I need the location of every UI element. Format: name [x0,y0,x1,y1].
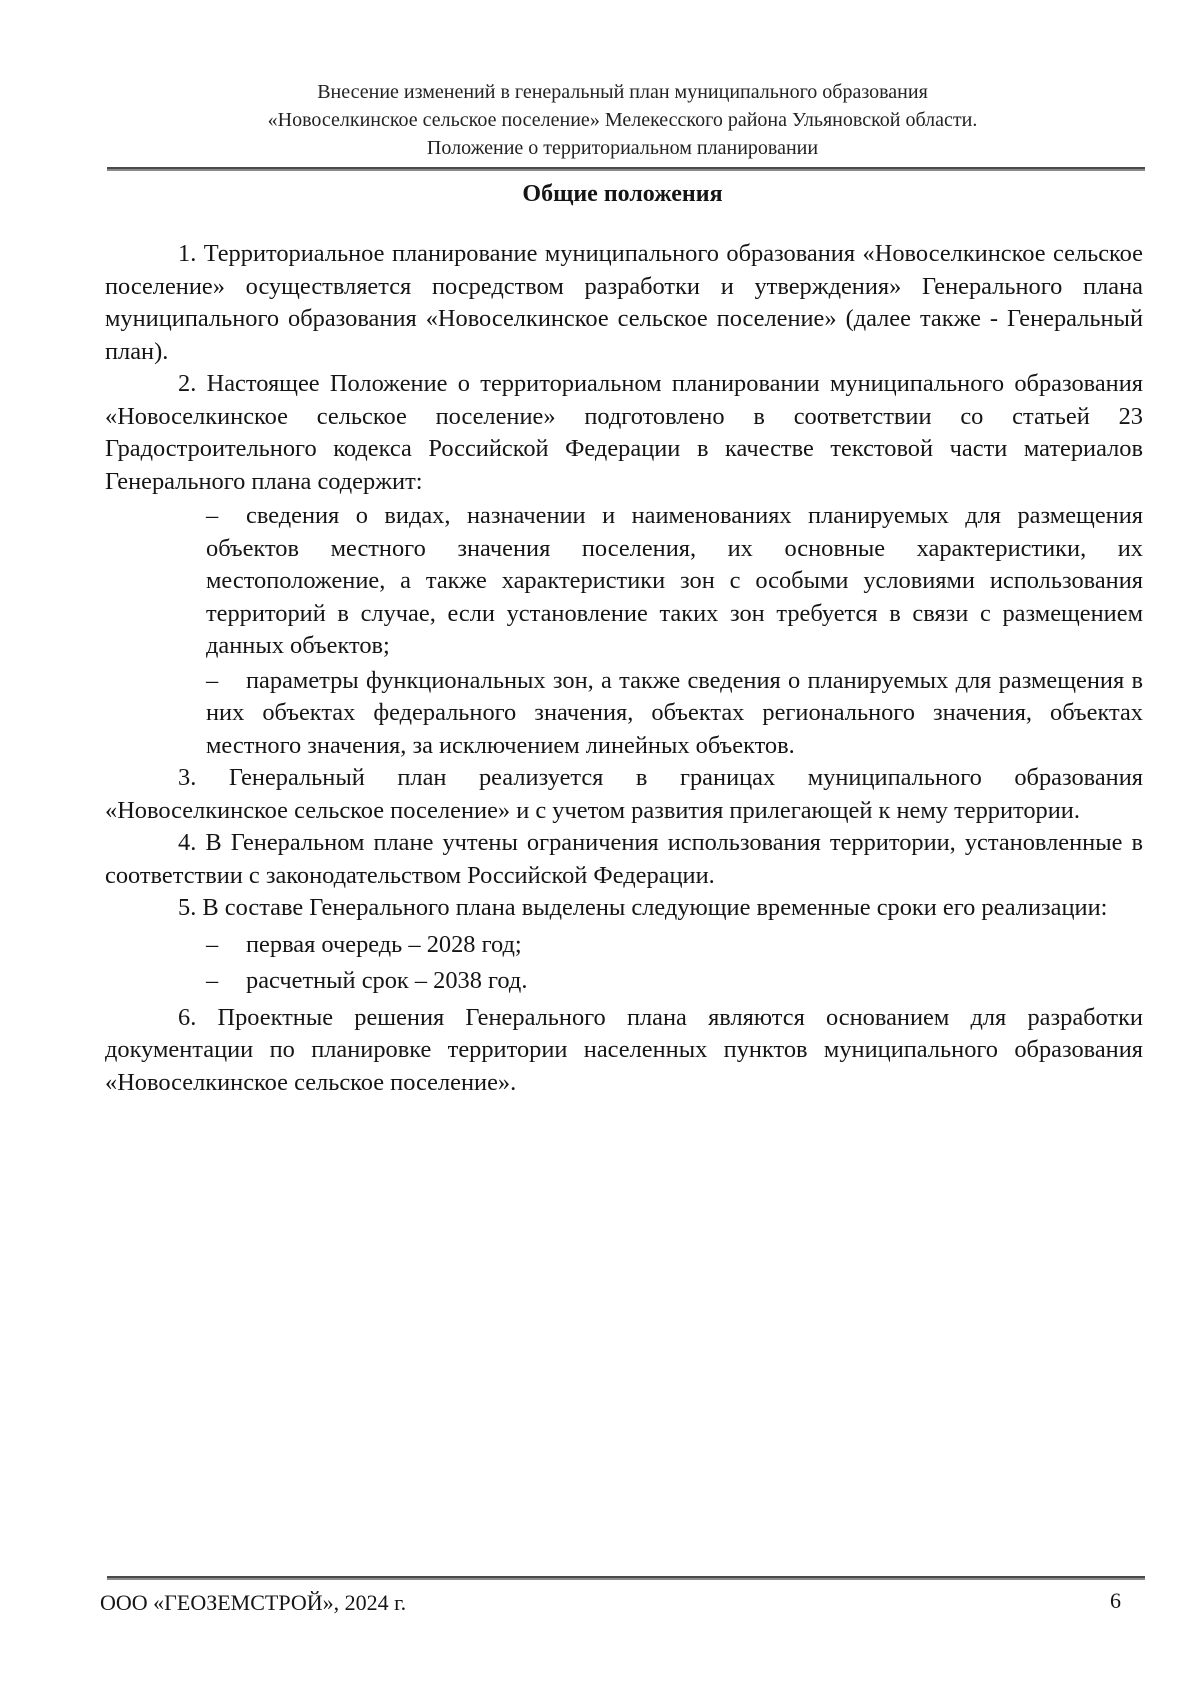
footer-company: ООО «ГЕОЗЕМСТРОЙ», 2024 г. [100,1590,407,1615]
paragraph-5: 5. В составе Генерального плана выделены следующие временные сроки его реализации: [178,894,1108,921]
header-line-2: «Новоселкинское сельское поселение» Мелекесского района Ульяновской области. [267,109,978,131]
list-item [206,500,1143,663]
page-number: 6 [1110,1588,1121,1613]
paragraph-3: 3. Генеральный план реализуется в границах муниципального образования «Новоселкинское сельское поселение» и с учетом развития прилегающей к нему территории. [105,764,1143,824]
header-line-3: Положение о территориальном планировании [426,137,819,159]
paragraph-4: 4. В Генеральном плане учтены ограничения использования территории, установленные в соответствии с законодательством Российской Федерации. [105,829,1143,889]
dash-marker: – [206,666,219,694]
paragraph-2: 2. Настоящее Положение о территориальном планировании муниципального образования «Новоселкинское сельское поселение» подготовлено в соответствии со статьей 23 Градостроительного кодекса Российской Федерации в качестве текстовой части материалов Генерального плана содержит: [105,370,1143,495]
footer-divider [107,1576,1145,1580]
paragraph-1: 1. Территориальное планирование муниципального образования «Новоселкинское сельское поселение» осуществляется посредством разработки и утверждения» Генерального плана муниципального образования «Новоселкинское сельское поселение» (далее также - Генеральный план). [105,240,1143,365]
header-divider [107,167,1145,171]
list-item-text: первая очередь – 2028 год; [246,930,522,958]
dash-marker: – [206,967,219,994]
dash-marker: – [206,502,219,529]
paragraph-6: 6. Проектные решения Генерального плана являются основанием для разработки документации по планировке территории населенных пунктов муниципального образования «Новоселкинское сельское поселение». [105,1003,1143,1096]
list-item [206,929,1143,962]
list-item-text: расчетный срок – 2038 год. [246,967,528,994]
document-body [105,238,1143,1099]
list-item [206,965,1143,998]
list-item [206,665,1143,763]
list-item-text: параметры функциональных зон, а также сведения о планируемых для размещения в них объектах федерального значения, объектах регионального значения, объектах местного значения, за исключением линейных объектов. [206,666,1143,759]
list-item-text: сведения о видах, назначении и наименованиях планируемых для размещения объектов местного значения поселения, их основные характеристики, их местоположение, а также характеристики зон с особыми условиями использования территорий в случае, если установление таких зон требуется в связи с размещением данных объектов; [206,502,1143,659]
running-header [100,78,1145,162]
section-title: Общие положения [522,181,723,207]
header-line-1: Внесение изменений в генеральный план муниципального образования [317,81,928,103]
dash-marker: – [206,930,219,958]
